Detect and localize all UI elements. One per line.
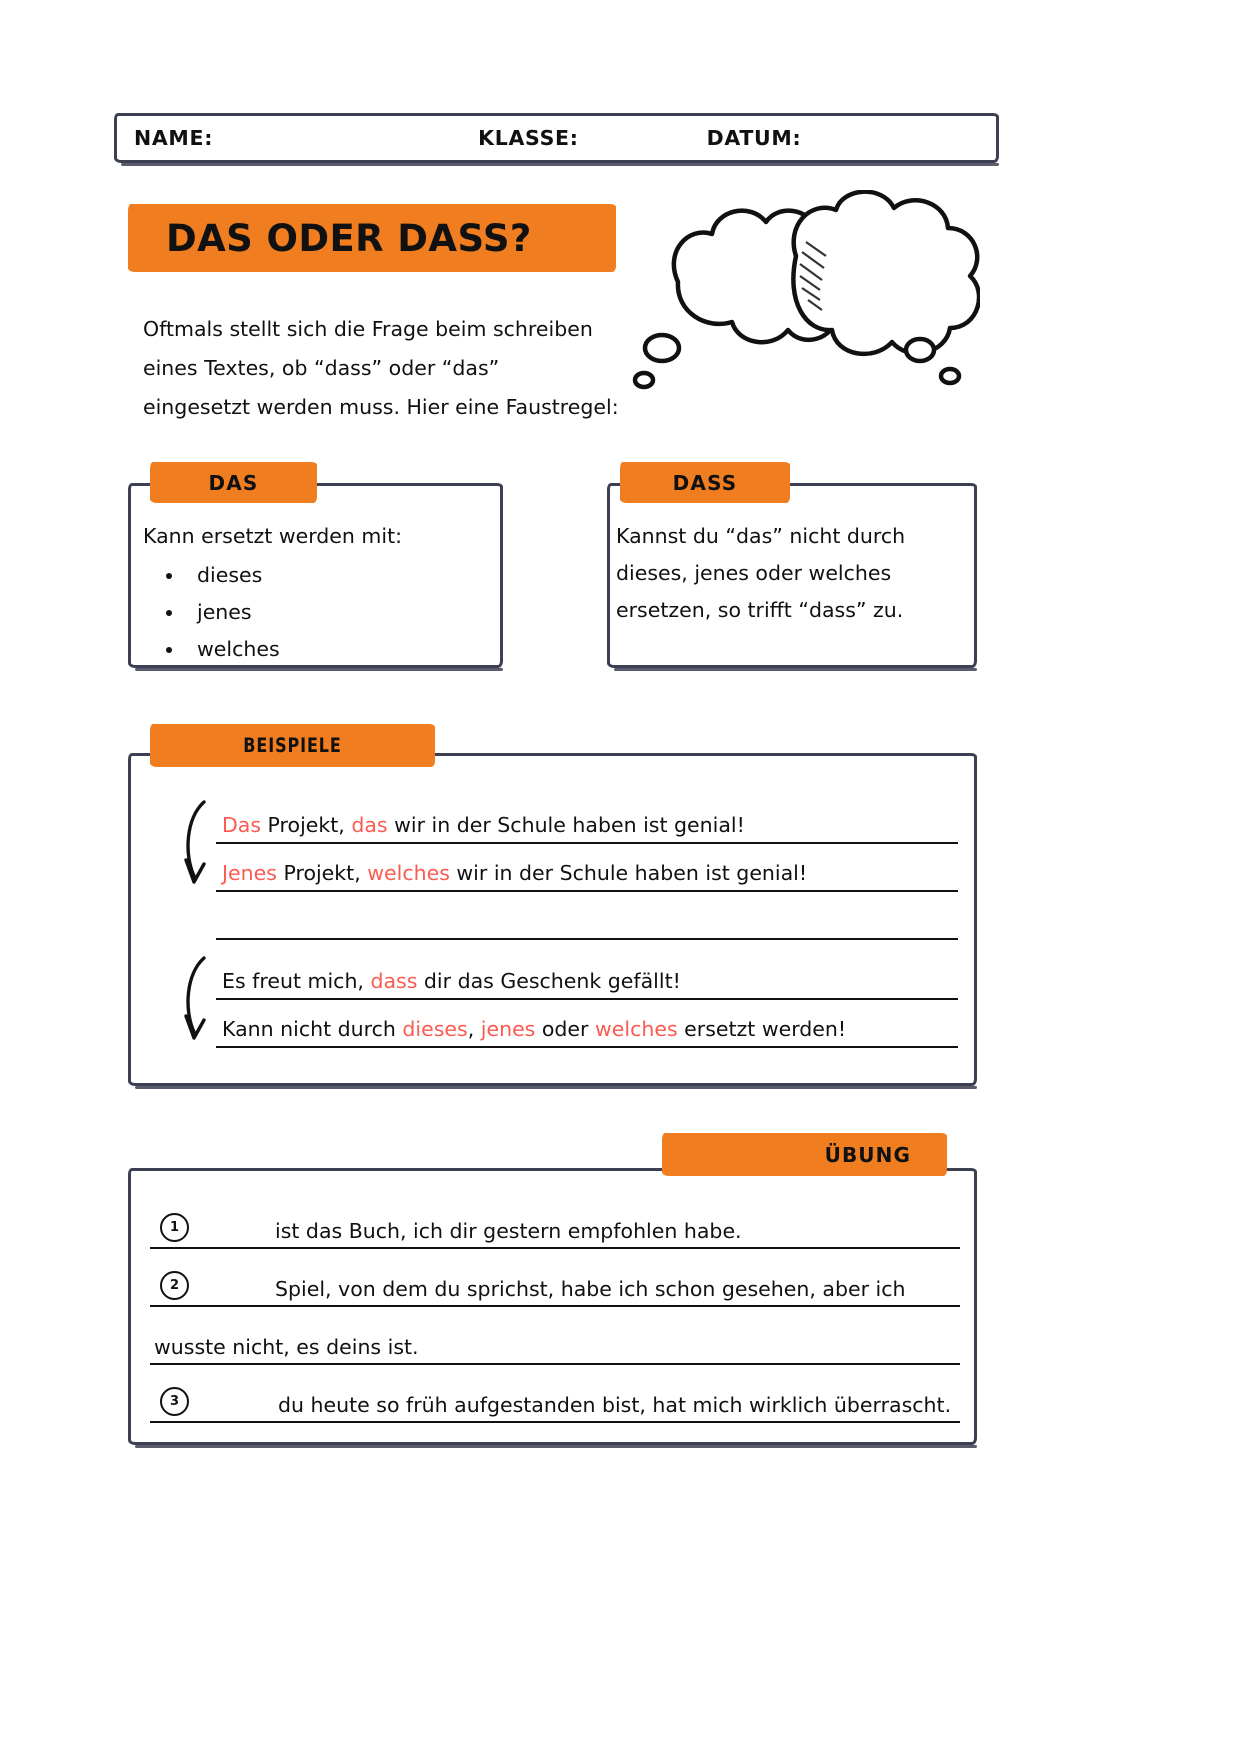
- klasse-label: KLASSE:: [478, 126, 579, 150]
- intro-paragraph: [143, 310, 663, 427]
- rule-dass-body: [616, 518, 971, 629]
- exercise-row-continuation[interactable]: [150, 1311, 960, 1365]
- list-item: • welches: [185, 631, 493, 668]
- sentence-text: Projekt,: [276, 861, 368, 885]
- example-group-1: [178, 796, 958, 940]
- sentence-text: dir das Geschenk gefällt!: [417, 969, 681, 993]
- example-sentence: [216, 1000, 958, 1048]
- exercise-text: Spiel, von dem du sprichst, habe ich schon gesehen, aber ich: [275, 1277, 906, 1301]
- rule-dass-line-3: ersetzen, so trifft “dass” zu.: [616, 598, 904, 622]
- student-info-box: [114, 113, 999, 163]
- highlighted-word: welches: [595, 1017, 678, 1041]
- item-number: 3: [160, 1387, 189, 1416]
- highlighted-word: jenes: [480, 1017, 536, 1041]
- rule-das-list: [143, 557, 493, 668]
- datum-label: DATUM:: [706, 126, 802, 150]
- tab-dass-label: DASS: [672, 470, 738, 495]
- page-title: DAS ODER DASS?: [166, 216, 532, 260]
- exercise-text: du heute so früh aufgestanden bist, hat mich wirklich überrascht.: [278, 1393, 952, 1417]
- blank-writing-line[interactable]: [216, 892, 958, 940]
- exercise-row[interactable]: [150, 1369, 960, 1423]
- highlighted-word: dieses: [402, 1017, 468, 1041]
- list-item: • jenes: [185, 594, 493, 631]
- exercise-text: ist das Buch, ich dir gestern empfohlen habe.: [275, 1219, 742, 1243]
- curved-down-arrow-icon: [178, 798, 218, 890]
- highlighted-word: das: [351, 813, 388, 837]
- exercise-text: wusste nicht, es deins ist.: [154, 1335, 419, 1359]
- sentence-text: Projekt,: [261, 813, 352, 837]
- tab-dass: [620, 462, 790, 503]
- intro-line-2: eines Textes, ob “dass” oder “das”: [143, 356, 500, 380]
- example-group-2: [178, 952, 958, 1048]
- sentence-text: ,: [467, 1017, 481, 1041]
- rule-dass-line-2: dieses, jenes oder welches: [616, 561, 892, 585]
- sentence-text: wir in der Schule haben ist genial!: [387, 813, 745, 837]
- name-label: NAME:: [134, 126, 214, 150]
- exercise-row[interactable]: [150, 1195, 960, 1249]
- thought-cloud-icon: [620, 190, 980, 420]
- tab-uebung: [662, 1133, 947, 1176]
- sentence-text: oder: [535, 1017, 595, 1041]
- sentence-text: Kann nicht durch: [222, 1017, 403, 1041]
- tab-beispiele-label: BEISPIELE: [243, 734, 342, 757]
- highlighted-word: welches: [367, 861, 450, 885]
- highlighted-word: dass: [370, 969, 418, 993]
- rule-das-intro: Kann ersetzt werden mit:: [143, 524, 403, 548]
- tab-beispiele: [150, 724, 435, 767]
- sentence-text: Es freut mich,: [222, 969, 371, 993]
- item-number: 2: [160, 1271, 189, 1300]
- intro-line-3: eingesetzt werden muss. Hier eine Faustregel:: [143, 395, 619, 419]
- example-sentence: [216, 844, 958, 892]
- intro-line-1: Oftmals stellt sich die Frage beim schreiben: [143, 317, 593, 341]
- exercise-row[interactable]: [150, 1253, 960, 1307]
- highlighted-word: Jenes: [222, 861, 277, 885]
- list-item: • dieses: [185, 557, 493, 594]
- example-sentence: [216, 952, 958, 1000]
- tab-das: [150, 462, 317, 503]
- sentence-text: wir in der Schule haben ist genial!: [449, 861, 808, 885]
- rule-dass-line-1: Kannst du “das” nicht durch: [616, 524, 906, 548]
- highlighted-word: Das: [222, 813, 262, 837]
- title-banner: [128, 204, 616, 272]
- sentence-text: ersetzt werden!: [677, 1017, 847, 1041]
- rule-das-body: [143, 518, 493, 668]
- curved-down-arrow-icon: [178, 954, 218, 1046]
- tab-uebung-label: ÜBUNG: [824, 1142, 911, 1167]
- tab-das-label: DAS: [208, 470, 259, 495]
- item-number: 1: [160, 1213, 189, 1242]
- example-sentence: [216, 796, 958, 844]
